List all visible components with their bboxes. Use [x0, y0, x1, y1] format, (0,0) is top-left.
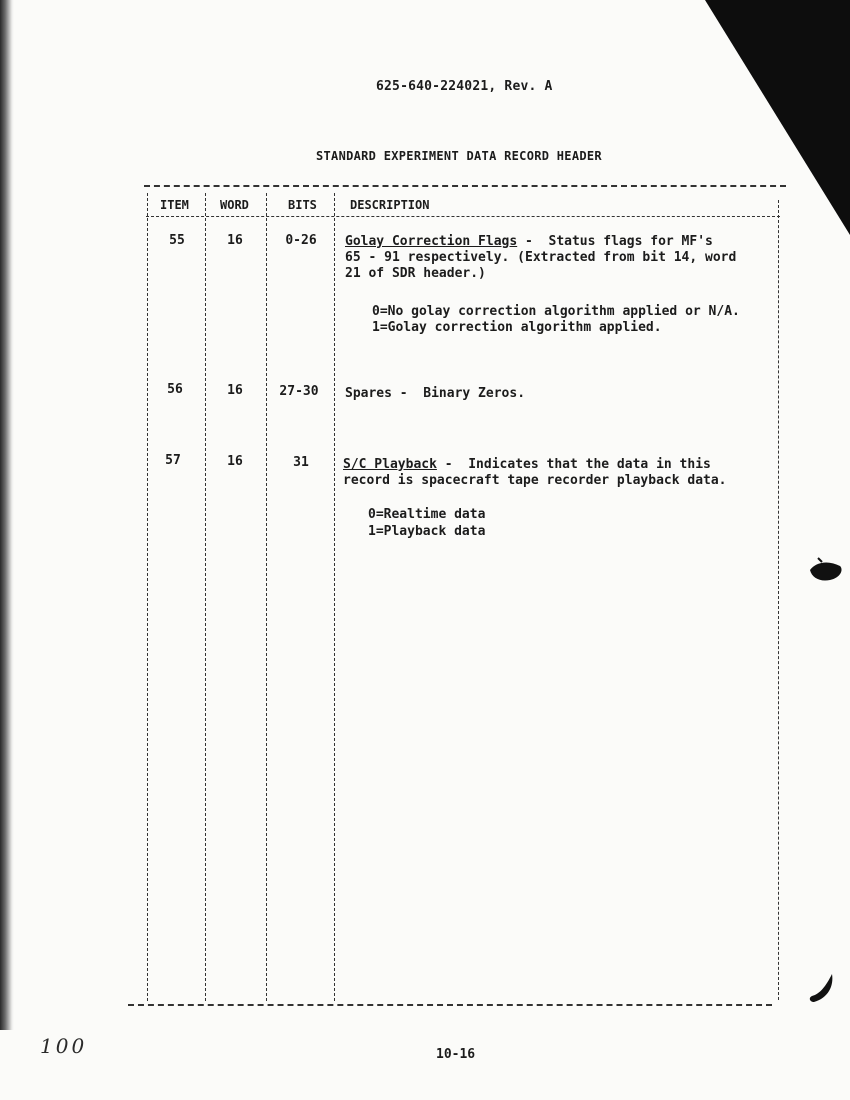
page-number: 10-16 — [436, 1047, 476, 1062]
column-header-word: WORD — [220, 198, 249, 212]
field-name: S/C Playback — [343, 457, 437, 472]
table-bottom-rule — [128, 1004, 772, 1006]
item-cell: 55 — [169, 233, 185, 248]
description-cell: Spares - Binary Zeros. — [345, 386, 526, 401]
bits-cell: 31 — [293, 455, 309, 470]
column-divider — [334, 193, 335, 1001]
item-cell: 57 — [165, 453, 181, 468]
bits-cell: 27-30 — [279, 384, 319, 399]
word-cell: 16 — [227, 233, 243, 248]
code-value: 0=Realtime data — [368, 507, 486, 522]
code-value: 1=Playback data — [368, 524, 486, 539]
document-number: 625-640-224021, Rev. A — [376, 79, 553, 94]
scan-edge-shadow — [0, 0, 14, 1030]
description-line: 65 - 91 respectively. (Extracted from bit 14, word — [345, 250, 737, 265]
bits-cell: 0-26 — [285, 233, 317, 248]
field-name: Golay Correction Flags — [345, 234, 518, 249]
item-cell: 56 — [167, 382, 183, 397]
ink-blot — [806, 556, 846, 584]
code-value: 1=Golay correction algorithm applied. — [372, 320, 662, 335]
page-title: STANDARD EXPERIMENT DATA RECORD HEADER — [316, 149, 602, 163]
column-divider — [205, 193, 206, 1001]
column-header-item: ITEM — [160, 198, 189, 212]
handwritten-note: 100 — [40, 1034, 88, 1058]
description-cell: Golay Correction Flags - Status flags for MF's — [345, 234, 713, 249]
header-rule — [146, 216, 780, 217]
table-top-rule — [144, 185, 786, 187]
ink-blot — [806, 972, 836, 1006]
column-header-description: DESCRIPTION — [350, 198, 430, 212]
column-header-bits: BITS — [288, 198, 317, 212]
column-divider — [266, 193, 267, 1001]
description-cell: S/C Playback - Indicates that the data in this — [343, 457, 711, 472]
description-line: record is spacecraft tape recorder playback data. — [343, 473, 727, 488]
column-divider — [147, 193, 148, 1001]
column-divider — [778, 200, 779, 1000]
word-cell: 16 — [227, 454, 243, 469]
word-cell: 16 — [227, 383, 243, 398]
description-line: 21 of SDR header.) — [345, 266, 486, 281]
code-value: 0=No golay correction algorithm applied or N/A. — [372, 304, 740, 319]
field-name: Spares — [345, 386, 392, 401]
